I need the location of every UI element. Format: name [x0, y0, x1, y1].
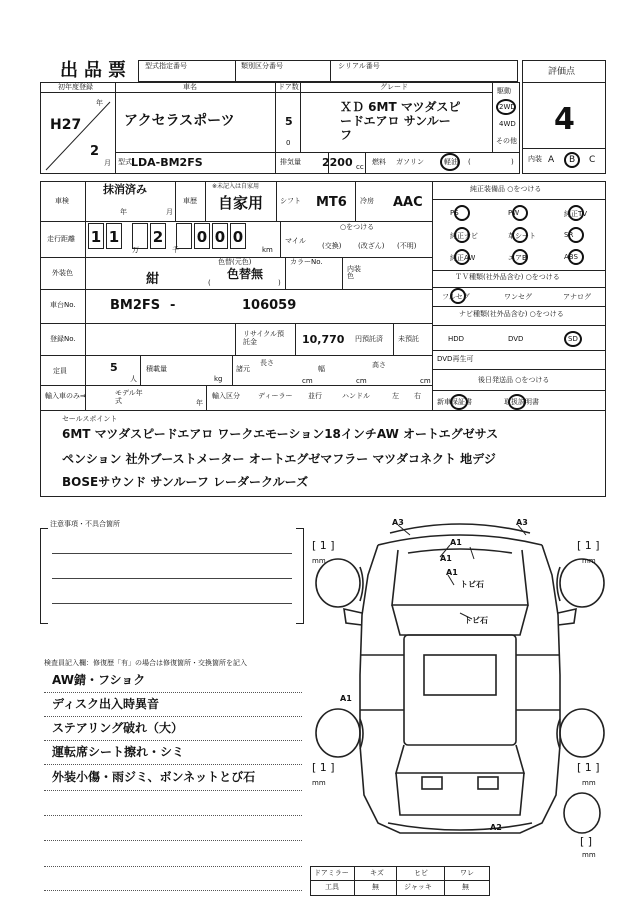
doors-sub: 0: [286, 139, 291, 147]
tv-circle: [450, 288, 466, 304]
use-value: 自家用: [218, 194, 264, 212]
odo-digit: 1: [106, 223, 122, 249]
equipment-circle: [568, 249, 584, 265]
eval-score: 4: [554, 102, 575, 137]
svg-text:トビ石: トビ石: [460, 580, 484, 589]
date-slash: [42, 94, 114, 172]
disp-value: 2200: [322, 156, 353, 169]
equipment-item: 革シート: [508, 232, 536, 240]
chassis-label: 車台No.: [50, 301, 76, 309]
note-3: ステアリング破れ（大）: [52, 721, 184, 735]
grade-line-3: フ: [340, 128, 353, 142]
tread-rear-left: [ 1 ]: [312, 761, 335, 774]
use-note: ※未記入は自家用: [212, 183, 260, 190]
odo-label: 走行距離: [47, 235, 75, 243]
mile-label: マイル: [285, 237, 306, 245]
odo-digit: 0: [194, 223, 210, 249]
svg-text:A2: A2: [490, 823, 502, 832]
equipment-item: 純正AW: [450, 254, 476, 262]
tread-rear-right: [ 1 ]: [577, 761, 600, 774]
equipment-circle: [454, 205, 470, 221]
fuel-gasoline: ガソリン: [396, 158, 424, 166]
inspection-value: 抹消済み: [103, 183, 147, 196]
warranty-circle: [450, 394, 468, 410]
interior-grade-a: A: [548, 155, 555, 165]
odo-digit: 1: [88, 223, 104, 249]
car-name: アクセラスポーツ: [124, 113, 235, 129]
capacity-value: 5: [110, 361, 118, 374]
color-label: 外装色: [52, 269, 73, 277]
interior-label: 内装: [528, 155, 542, 163]
sales-line-1: 6MT マツダスピードエアロ ワークエモーション18インチAW オートエグゼサス: [62, 427, 499, 441]
cc-unit: cc: [356, 163, 364, 171]
equipment-item: PS: [450, 209, 459, 217]
drive-4wd: 4WD: [499, 120, 516, 128]
grade-line-1: ＸＤ 6MT マツダスピ: [340, 100, 461, 114]
equipment-circle: [512, 227, 528, 243]
model-spec-label: 型式指定番号: [145, 62, 187, 70]
category-label: 類別区分番号: [241, 62, 283, 70]
manual-circle: [508, 394, 526, 410]
odo-digit: 0: [212, 223, 228, 249]
model-label: 型式: [118, 158, 132, 166]
fuel-label: 燃料: [372, 158, 386, 166]
color-value: 紺: [146, 272, 160, 287]
equipment-item: エアB: [508, 254, 527, 262]
tread-spare: [ ]: [580, 835, 593, 848]
odo-digit: 2: [150, 223, 166, 249]
fuel-circle: [440, 153, 460, 171]
svg-text:A3: A3: [516, 518, 528, 527]
equipment-circle: [512, 249, 528, 265]
equipment-item: 純正TV: [564, 210, 588, 218]
history-label: 車歴: [183, 197, 197, 205]
name-label: 車名: [183, 83, 197, 91]
svg-text:A1: A1: [450, 538, 462, 547]
id-number-box: [138, 60, 518, 82]
ac-label: 冷房: [360, 197, 374, 205]
notes-title: 注意事項・不具合箇所: [50, 520, 120, 528]
std-equipment-title: 純正装備品 ○をつける: [470, 185, 542, 193]
equipment-circle: [454, 227, 470, 243]
equipment-circle: [568, 205, 584, 221]
equipment-circle: [454, 249, 470, 265]
first-reg-label: 初年度登録: [58, 83, 93, 91]
sales-line-2: ペンション 社外ブーストメーター オートエグゼマフラー マツダコネクト 地デジ: [62, 452, 496, 466]
era-year: H27: [50, 117, 82, 133]
drive-label: 駆動: [497, 87, 511, 95]
recycle-amount: 10,770: [302, 333, 345, 346]
month-unit: 月: [104, 159, 111, 167]
car-damage-diagram: [300, 505, 620, 875]
damage-labels: [340, 518, 528, 832]
grade-line-2: ードエアロ サンルー: [340, 114, 451, 128]
interior-grade-circle: [564, 152, 580, 168]
svg-text:A3: A3: [392, 518, 404, 527]
navi-circle: [564, 331, 582, 347]
doors-label: ドア数: [278, 83, 299, 91]
fuel-diesel: 軽油: [444, 158, 458, 166]
note-2: ディスク出入時異音: [52, 697, 160, 711]
reg-month: 2: [90, 144, 100, 159]
note-4: 運転席シート擦れ・シミ: [52, 745, 185, 759]
svg-text:A1: A1: [340, 694, 352, 703]
equipment-circle: [512, 205, 528, 221]
disp-label: 排気量: [280, 158, 301, 166]
color-change: 色替無: [227, 267, 264, 281]
tread-front-right: [ 1 ]: [577, 539, 600, 552]
chassis-prefix: BM2FS: [110, 298, 161, 313]
drive-2wd: 2WD: [499, 103, 516, 111]
model-value: LDA-BM2FS: [131, 156, 203, 169]
shift-value: MT6: [316, 195, 347, 210]
grade-label: グレード: [380, 83, 408, 91]
note-5: 外装小傷・雨ジミ、ボンネットとび石: [52, 770, 256, 784]
equipment-circle: [568, 227, 584, 243]
odo-digit: 0: [230, 223, 246, 249]
equipment-item: PW: [508, 209, 520, 217]
tread-front-left: [ 1 ]: [312, 539, 335, 552]
ac-value: AAC: [393, 195, 423, 210]
svg-text:A1: A1: [440, 554, 452, 563]
eval-label: 評価点: [548, 67, 576, 77]
equipment-item: ABS: [564, 253, 578, 261]
drive-other: その他: [496, 137, 517, 145]
chassis-number: 106059: [242, 298, 297, 313]
doors-value: 5: [285, 115, 293, 128]
interior-grade-c: C: [589, 155, 596, 165]
equipment-item: SR: [564, 231, 574, 239]
serial-label: シリアル番号: [338, 62, 380, 70]
interior-grade-b: B: [569, 155, 576, 165]
equipment-item: 純正ナビ: [450, 232, 478, 240]
drive-circle: [496, 99, 516, 115]
inspector-title: 検査員記入欄：修復歴「有」の場合は修復箇所・交換箇所を記入: [44, 659, 247, 667]
year-unit: 年: [96, 99, 103, 107]
note-1: AW錆・フショク: [52, 673, 146, 687]
svg-text:トビ石: トビ石: [464, 616, 488, 625]
shift-label: シフト: [280, 197, 301, 205]
sales-line-3: BOSEサウンド サンルーフ レーダークルーズ: [62, 475, 309, 489]
svg-text:A1: A1: [446, 568, 458, 577]
regno-label: 登録No.: [50, 335, 76, 343]
inspection-label: 車検: [55, 197, 69, 205]
form-title: 出品票: [60, 60, 132, 81]
